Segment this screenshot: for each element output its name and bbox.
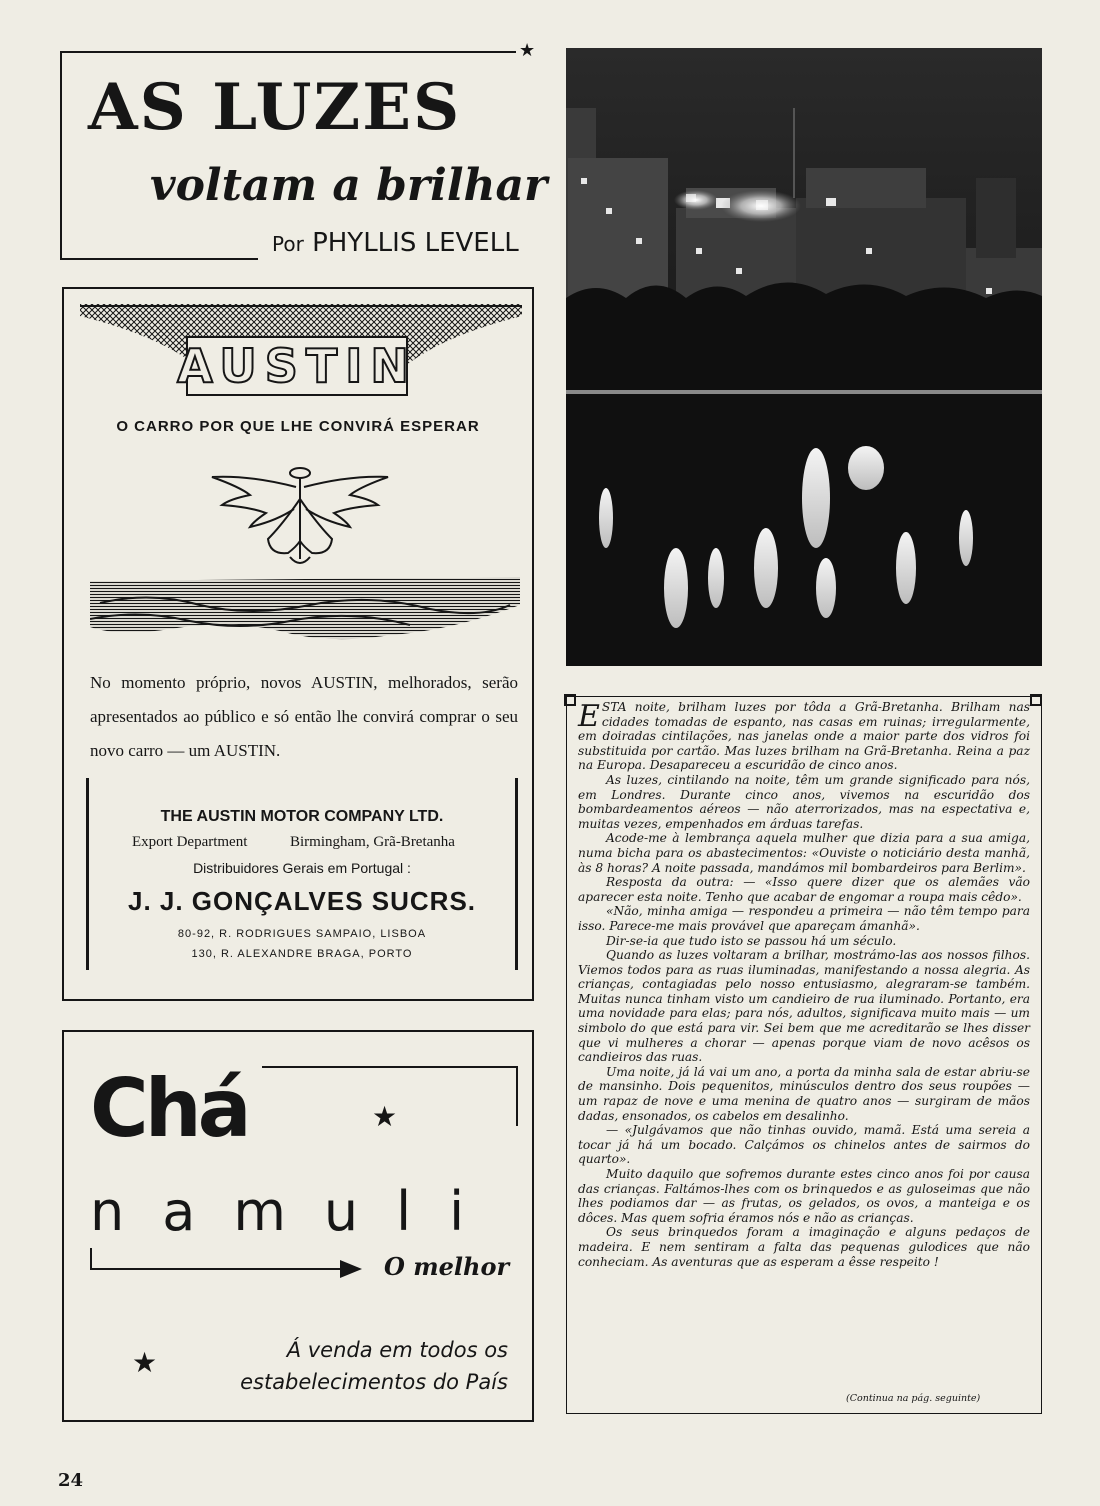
article-paragraph: Dir-se-ia que tudo isto se passou há um século. bbox=[606, 933, 897, 948]
title-block bbox=[0, 0, 560, 270]
winged-emblem-icon bbox=[210, 465, 390, 571]
article-body bbox=[578, 700, 1030, 1269]
corner-ornament-left-icon bbox=[564, 694, 576, 706]
austin-body-text: No momento próprio, novos AUSTIN, melhorados, serão apresentados ao público e só então lhe convirá comprar o seu novo carro — um AUSTIN. bbox=[90, 673, 518, 760]
page-number: 24 bbox=[58, 1470, 84, 1491]
address-porto: 130, R. ALEXANDRE BRAGA, PORTO bbox=[191, 948, 413, 960]
article-paragraph: As luzes, cintilando na noite, têm um grande significado para nós, em Londres. Durante cinco anos, vivemos na escuridão dos bombardeamentos aéreos — não aterrorizados, mas na espectativa e, muitas vezes, empenhados em árduas tarefas. bbox=[578, 772, 1030, 831]
arrow-right-icon bbox=[340, 1260, 362, 1278]
namuli-brand: namuli bbox=[90, 1180, 503, 1243]
austin-logo bbox=[177, 336, 417, 396]
title-left-rule bbox=[60, 51, 62, 260]
austin-tagline: O CARRO POR QUE LHE CONVIRÁ ESPERAR bbox=[116, 418, 480, 435]
austin-company-block bbox=[86, 778, 518, 970]
availability-line-1: Á venda em todos os bbox=[286, 1338, 508, 1362]
article-paragraph: Muito daquilo que sofremos durante estes cinco anos foi por causa das crianças. Faltámos-lhes com os brinquedos e as guloseimas que não lhes podiamos dar — as frutas, os gelados, os ovos, a manteiga e os dôces. Mas quem sofria éramos nós e não as crianças. bbox=[578, 1167, 1030, 1225]
cha-right-rule bbox=[516, 1066, 518, 1126]
article-paragraph: «Não, minha amiga — respondeu a primeira — não têm tempo para isso. Parece-me mais provável que apareçam ámanhã». bbox=[578, 904, 1030, 933]
article-paragraph: Acode-me à lembrança aquela mulher que dizia para a sua amiga, numa bicha para os abastecimentos: «Ouviste o noticiário desta manhã, às 8 horas? A noite passada, mandámos mil bombardeiros para Berlim». bbox=[578, 831, 1030, 875]
byline-author: PHYLLIS LEVELL bbox=[312, 228, 519, 258]
article-paragraph: Resposta da outra: — «Isso quere dizer que os alemães vão aparecer esta noite. Tenho que acabar de engomar a roupa mais cêdo». bbox=[578, 875, 1030, 904]
corner-ornament-right-icon bbox=[1030, 694, 1042, 706]
cha-slogan: O melhor bbox=[384, 1252, 510, 1281]
article-paragraph: ESTA noite, brilham luzes por tôda a Grã-Bretanha. Brilham nas cidades tomadas de espanto, nas casas em ruinas; irregularmente, em doiradas cintilações, nas janelas onde a maior parte dos vidros foi substituida por cartão. Mas luzes brilham na Grã-Bretanha. Reina a paz na Europa. Desapareceu a escuridão de cinco anos. bbox=[578, 699, 1030, 773]
company-name: THE AUSTIN MOTOR COMPANY LTD. bbox=[160, 808, 444, 825]
article-subtitle: voltam a brilhar bbox=[150, 160, 548, 211]
title-bottom-rule bbox=[60, 258, 258, 260]
cha-arrow-line bbox=[90, 1268, 346, 1270]
article-paragraph: — «Julgávamos que não tinhas ouvido, mamã. Está uma sereia a tocar já há um bocado. Calçámos os chinelos antes de sairmos do quarto». bbox=[578, 1123, 1030, 1167]
title-top-rule bbox=[60, 51, 516, 53]
article-paragraph: Uma noite, já lá vai um ano, a porta da minha sala de estar abriu-se de mansinho. Dois pequenitos, minúsculos dentro dos seus roupões — um rapaz de nove e uma menina de quatro anos — surgiram de mãos dadas, ensonados, os cabelos em desalinho. bbox=[578, 1064, 1030, 1123]
byline-prefix: Por bbox=[272, 232, 304, 256]
distributors-label: Distribuidores Gerais em Portugal : bbox=[193, 860, 411, 876]
cha-top-rule bbox=[262, 1066, 518, 1068]
title-star-icon: ★ bbox=[519, 40, 536, 61]
distributor-name: J. J. GONÇALVES SUCRS. bbox=[127, 886, 477, 916]
export-city: Birmingham, Grã-Bretanha bbox=[290, 834, 455, 850]
cha-bottom-star-icon: ★ bbox=[132, 1346, 158, 1379]
article-paragraph: Quando as luzes voltaram a brilhar, mostrámo-las aos nossos filhos. Viemos todos para as ruas iluminadas, manifestando a nossa alegria. As crianças, contagiadas pelo nosso entusiasmo, alegraram-se também. Muitas nunca tinham visto um candieiro de rua iluminado. Portanto, era uma novidade para elas; para nós, adultos, significava muito mais — um simbolo do que está para vir. Sei bem que me acreditarão se lhes disser que vi mulheres a chorar — apenas porque viam de novo acêsos os candieiros das ruas. bbox=[578, 948, 1030, 1065]
export-department: Export Department bbox=[132, 834, 248, 850]
byline bbox=[272, 228, 519, 258]
availability-line-2: estabelecimentos do País bbox=[240, 1370, 508, 1394]
address-lisboa: 80-92, R. RODRIGUES SAMPAIO, LISBOA bbox=[177, 928, 427, 940]
cha-availability bbox=[228, 1334, 508, 1398]
austin-brand-text: AUSTIN bbox=[177, 339, 417, 393]
cha-arrow-tick bbox=[90, 1248, 92, 1270]
continuation-note: (Continua na pág. seguinte) bbox=[846, 1393, 981, 1404]
article-paragraph: Os seus brinquedos foram a imaginação e alguns pedaços de madeira. E nem sentiram a falta das pequenas gulodices que não conheciam. As aventuras que as esperam a êsse respeito ! bbox=[578, 1225, 1030, 1269]
sea-waves-icon bbox=[90, 575, 520, 647]
cha-star-icon: ★ bbox=[372, 1100, 398, 1133]
night-city-lights-photo bbox=[566, 48, 1042, 666]
cha-title: Chá bbox=[90, 1062, 248, 1155]
drop-cap: E bbox=[578, 699, 600, 734]
article-title: AS LUZES bbox=[88, 70, 462, 145]
